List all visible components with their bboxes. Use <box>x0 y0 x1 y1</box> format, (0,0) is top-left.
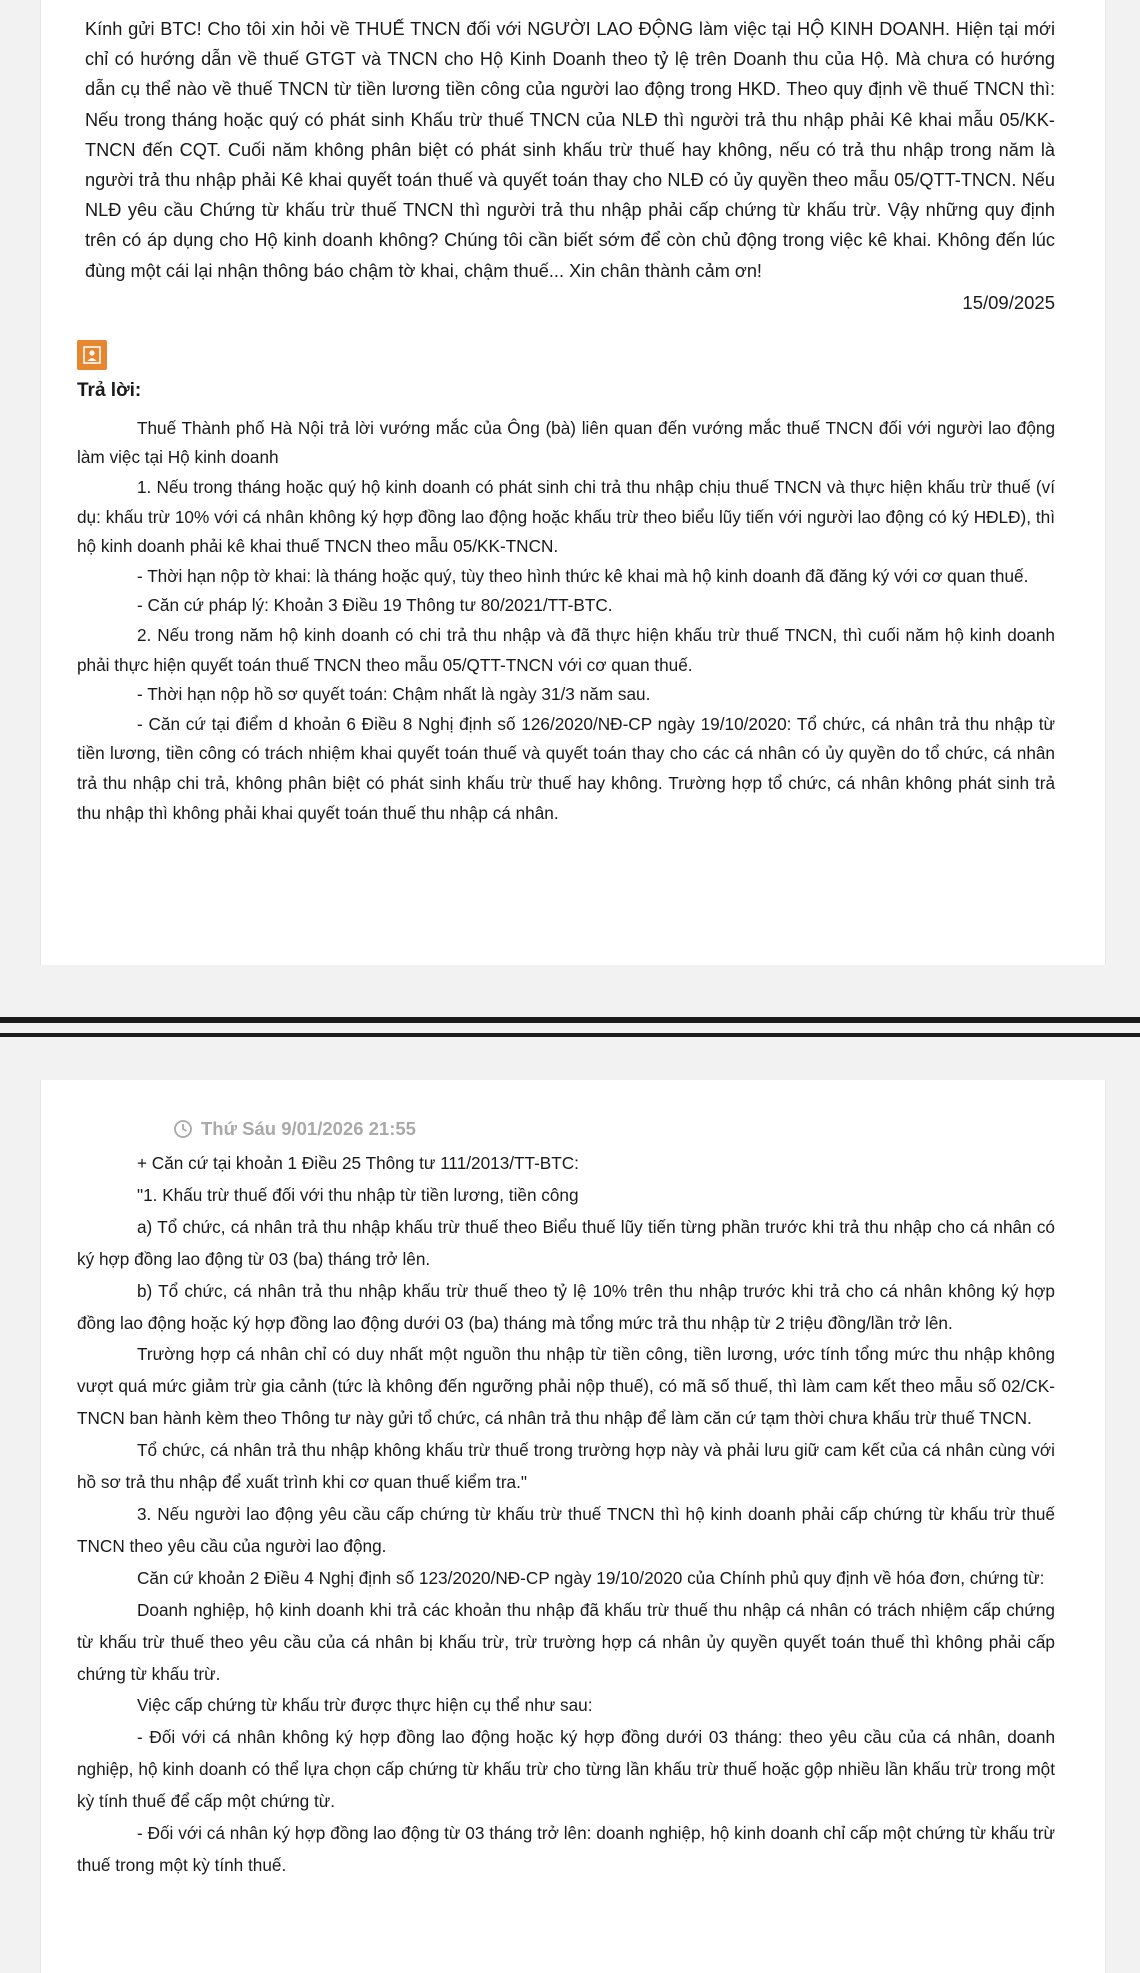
body-paragraph: Doanh nghiệp, hộ kinh doanh khi trả các khoản thu nhập đã khấu trừ thuế thu nhập cá nhân có trách nhiệm cấp chứng từ khấu trừ thuế theo yêu cầu của cá nhân bị khấu trừ, trừ trường hợp cá nhân ủy quyền quyết toán thuế thì không phải cấp chứng từ khấu trừ. <box>77 1599 1055 1684</box>
body-paragraph: - Đối với cá nhân ký hợp đồng lao động từ 03 tháng trở lên: doanh nghiệp, hộ kinh doanh chỉ cấp một chứng từ khấu trừ thuế trong một kỳ tính thuế. <box>77 1823 1055 1875</box>
body-paragraph: + Căn cứ tại khoản 1 Điều 25 Thông tư 111/2013/TT-BTC: <box>137 1153 579 1173</box>
question-date: 15/09/2025 <box>962 291 1055 313</box>
body-paragraph: - Đối với cá nhân không ký hợp đồng lao động hoặc ký hợp đồng dưới 03 tháng: theo yêu cầu của cá nhân, doanh nghiệp, hộ kinh doanh có thể lựa chọn cấp chứng từ khấu trừ cho từng lần khấu trừ thuế hoặc gộp nhiều lần khấu trừ trong một kỳ tính thuế để cấp một chứng từ. <box>77 1727 1055 1812</box>
answer-paragraph: - Căn cứ pháp lý: Khoản 3 Điều 19 Thông tư 80/2021/TT-BTC. <box>137 595 613 616</box>
user-icon <box>77 340 107 370</box>
body-paragraph: Tổ chức, cá nhân trả thu nhập không khấu trừ thuế trong trường hợp này và phải lưu giữ cam kết của cá nhân cùng với hồ sơ trả thu nhập để xuất trình khi cơ quan thuế kiểm tra." <box>77 1440 1055 1493</box>
body-paragraph: b) Tổ chức, cá nhân trả thu nhập khấu trừ thuế theo tỷ lệ 10% trên thu nhập trước khi trả cho cá nhân không ký hợp đồng lao động hoặc ký hợp đồng lao động dưới 03 (ba) tháng mà tổng mức trả thu nhập từ 2 triệu đồng/lần trở lên. <box>77 1280 1055 1333</box>
answer-paragraph: 1. Nếu trong tháng hoặc quý hộ kinh doanh có phát sinh chi trả thu nhập chịu thuế TNCN và thực hiện khấu trừ thuế (ví dụ: khấu trừ 10% với cá nhân không ký hợp đồng lao động hoặc khấu trừ theo biểu lũy tiến với người lao động có ký HĐLĐ), thì hộ kinh doanh phải kê khai thuế TNCN theo mẫu 05/KK-TNCN. <box>77 477 1055 557</box>
message-timestamp <box>173 1118 1055 1140</box>
body-paragraph: 3. Nếu người lao động yêu cầu cấp chứng từ khấu trừ thuế TNCN thì hộ kinh doanh phải cấp chứng từ khấu trừ thuế TNCN theo yêu cầu của người lao động. <box>77 1503 1055 1556</box>
qa-panel <box>40 0 1106 965</box>
answer-paragraph: Thuế Thành phố Hà Nội trả lời vướng mắc của Ông (bà) liên quan đến vướng mắc thuế TNCN đối với người lao động làm việc tại Hộ kinh doanh <box>77 417 1055 468</box>
answer-body <box>77 414 1055 828</box>
clock-icon <box>173 1119 193 1139</box>
timestamp-text: Thứ Sáu 9/01/2026 21:55 <box>201 1118 416 1139</box>
answer-paragraph: 2. Nếu trong năm hộ kinh doanh có chi trả thu nhập và đã thực hiện khấu trừ thuế TNCN, thì cuối năm hộ kinh doanh phải thực hiện quyết toán thuế TNCN theo mẫu 05/QTT-TNCN với cơ quan thuế. <box>77 624 1055 675</box>
body-paragraph: a) Tổ chức, cá nhân trả thu nhập khấu trừ thuế theo Biểu thuế lũy tiến từng phần trước khi trả thu nhập cho cá nhân có ký hợp đồng lao động từ 03 (ba) tháng trở lên. <box>77 1216 1055 1269</box>
body-paragraph: "1. Khấu trừ thuế đối với thu nhập từ tiền lương, tiền công <box>137 1184 579 1205</box>
answer-label: Trả lời: <box>77 379 142 401</box>
answer-paragraph: - Thời hạn nộp hồ sơ quyết toán: Chậm nhất là ngày 31/3 năm sau. <box>137 684 651 705</box>
page-divider <box>0 1033 1140 1037</box>
continuation-panel <box>40 1080 1106 1973</box>
continuation-body <box>77 1148 1055 1882</box>
answer-paragraph: - Căn cứ tại điểm d khoản 6 Điều 8 Nghị định số 126/2020/NĐ-CP ngày 19/10/2020: Tổ chức, cá nhân trả thu nhập từ tiền lương, tiền công có trách nhiệm khai quyết toán thuế và quyết toán thay cho các cá nhân có ủy quyền do tổ chức, cá nhân trả thu nhập chi trả, không phân biệt có phát sinh khấu trừ thuế hay không. Trường hợp tổ chức, cá nhân không phát sinh trả thu nhập thì không phải khai quyết toán thuế thu nhập cá nhân. <box>77 713 1055 823</box>
page-divider <box>0 1017 1140 1023</box>
body-paragraph: Việc cấp chứng từ khấu trừ được thực hiện cụ thể như sau: <box>137 1695 593 1716</box>
body-paragraph: Căn cứ khoản 2 Điều 4 Nghị định số 123/2020/NĐ-CP ngày 19/10/2020 của Chính phủ quy định về hóa đơn, chứng từ: <box>137 1567 1045 1588</box>
answer-paragraph: - Thời hạn nộp tờ khai: là tháng hoặc quý, tùy theo hình thức kê khai mà hộ kinh doanh đã đăng ký với cơ quan thuế. <box>137 565 1029 586</box>
body-paragraph: Trường hợp cá nhân chỉ có duy nhất một nguồn thu nhập từ tiền công, tiền lương, ước tính tổng mức thu nhập không vượt quá mức giảm trừ gia cảnh (tức là không đến ngưỡng phải nộp thuế), có mã số thuế, thì làm cam kết theo mẫu số 02/CK-TNCN ban hành kèm theo Thông tư này gửi tổ chức, cá nhân trả thu nhập để làm căn cứ tạm thời chưa khấu trừ thuế TNCN. <box>77 1344 1055 1429</box>
question-text: Kính gửi BTC! Cho tôi xin hỏi về THUẾ TNCN đối với NGƯỜI LAO ĐỘNG làm việc tại HỘ KINH DOANH. Hiện tại mới chỉ có hướng dẫn về thuế GTGT và TNCN cho Hộ Kinh Doanh theo tỷ lệ trên Doanh thu của Hộ. Mà chưa có hướng dẫn cụ thể nào về thuế TNCN từ tiền lương tiền công của người lao động trong HKD. Theo quy định về thuế TNCN thì: Nếu trong tháng hoặc quý có phát sinh Khấu trừ thuế TNCN của NLĐ thì người trả thu nhập phải Kê khai mẫu 05/KK-TNCN đến CQT. Cuối năm không phân biệt có phát sinh khấu trừ thuế hay không, nếu có trả thu nhập trong năm là người trả thu nhập phải Kê khai quyết toán thuế và quyết toán thay cho NLĐ có ủy quyền theo mẫu 05/QTT-TNCN. Nếu NLĐ yêu cầu Chứng từ khấu trừ thuế TNCN thì người trả thu nhập phải cấp chứng từ khấu trừ. Vậy những quy định trên có áp dụng cho Hộ kinh doanh không? Chúng tôi cần biết sớm để còn chủ động trong việc kê khai. Không đến lúc đùng một cái lại nhận thông báo chậm tờ khai, chậm thuế... Xin chân thành cảm ơn! <box>85 19 1055 281</box>
